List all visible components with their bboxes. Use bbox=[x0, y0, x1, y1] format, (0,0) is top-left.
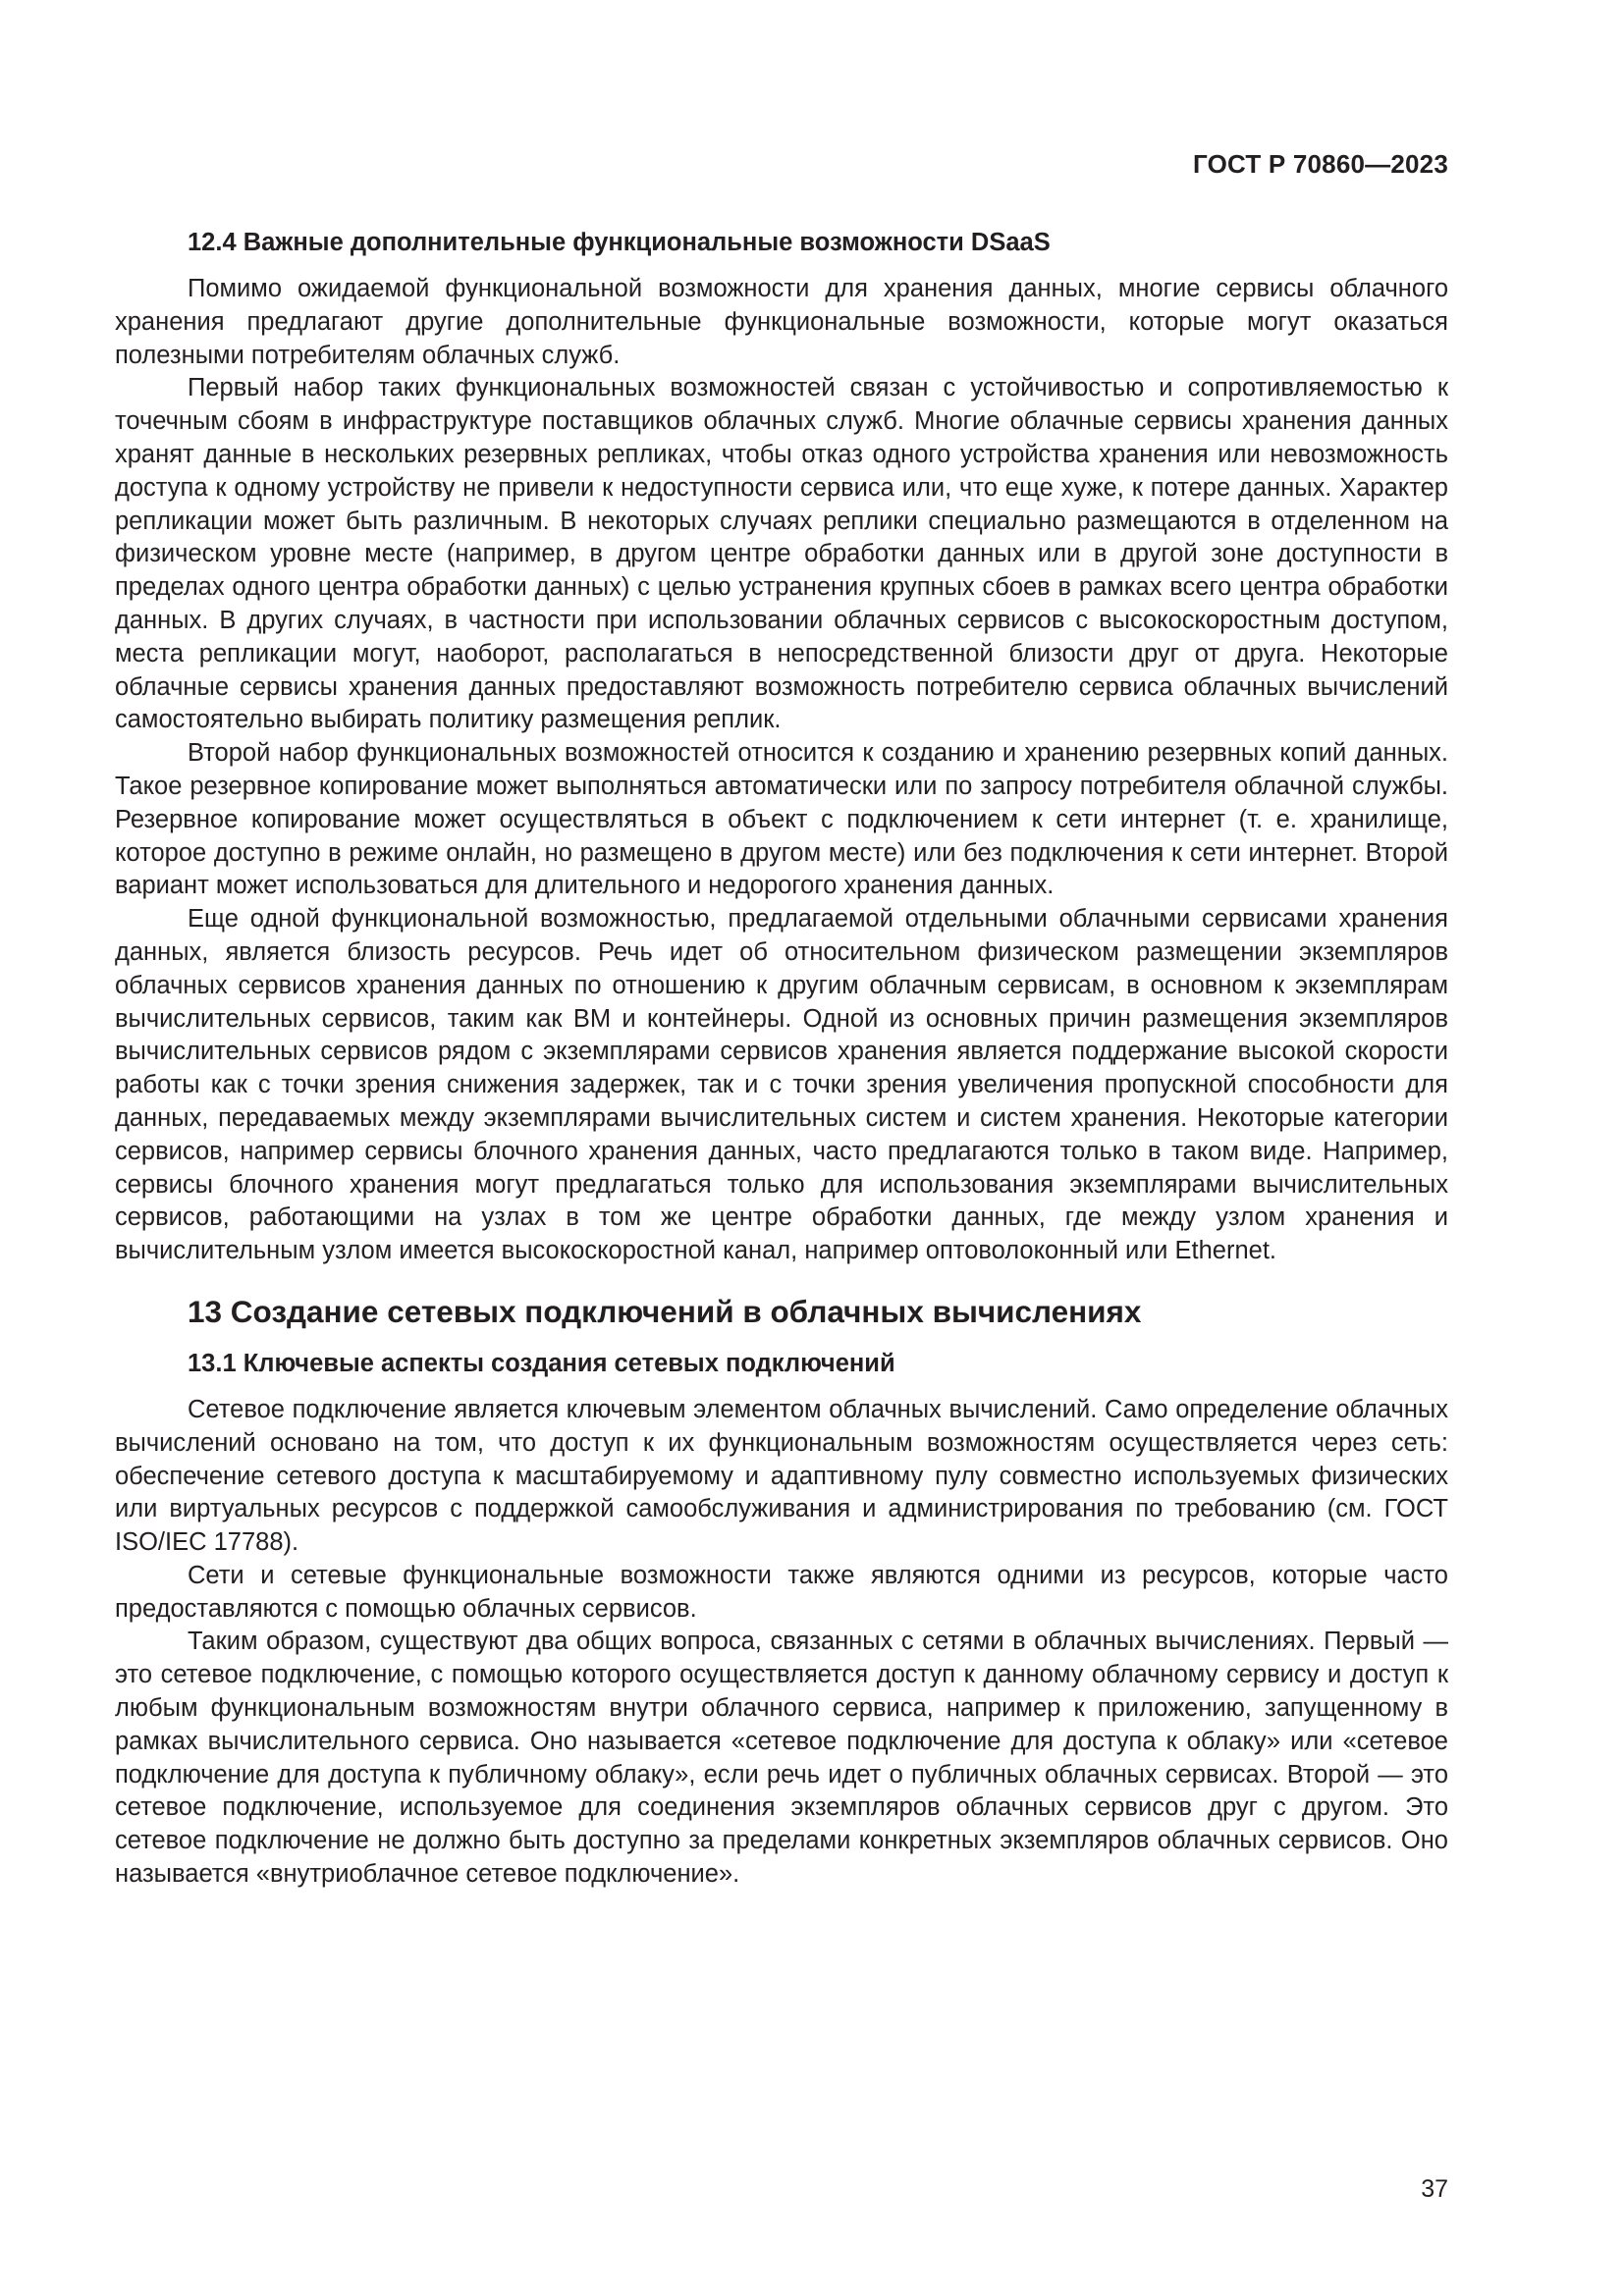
section-13-1-heading: 13.1 Ключевые аспекты создания сетевых подключений bbox=[188, 1349, 895, 1377]
section-13-1-paragraph-2: Сети и сетевые функциональные возможности также являются одними из ресурсов, которые часто предоставляются с помощью облачных сервисов. bbox=[115, 1561, 1448, 1623]
section-12-4-paragraph-2: Первый набор таких функциональных возможностей связан с устойчивостью и сопротивляемостью к точечным сбоям в инфраструктуре поставщиков облачных служб. Многие облачные сервисы хранения данных хранят данные в нескольких резервных репликах, чтобы отказ одного устройства хранения или невозможность доступа к одному устройству не привели к недоступности сервиса или, что еще хуже, к потере данных. Характер репликации может быть различным. В некоторых случаях реплики специально размещаются в отделенном на физическом уровне месте (например, в другом центре обработки данных или в другой зоне доступности в пределах одного центра обработки данных) с целью устранения крупных сбоев в рамках всего центра обработки данных. В других случаях, в частности при использовании облачных сервисов с высокоскоростным доступом, места репликации могут, наоборот, располагаться в непосредственной близости друг от друга. Некоторые облачные сервисы хранения данных предоставляют возможность потребителю сервиса облачных вычислений самостоятельно выбирать политику размещения реплик. bbox=[115, 374, 1448, 734]
standard-code-header: ГОСТ Р 70860—2023 bbox=[1193, 149, 1448, 179]
section-12-4-heading: 12.4 Важные дополнительные функциональные возможности DSaaS bbox=[188, 229, 1051, 256]
section-12-4-paragraph-3: Второй набор функциональных возможностей относится к созданию и хранению резервных копий данных. Такое резервное копирование может выполняться автоматически или по запросу потребителя облачной службы. Резервное копирование может осуществляться в объект с подключением к сети интернет (т. е. хранилище, которое доступно в режиме онлайн, но размещено в другом месте) или без подключения к сети интернет. Второй вариант может использоваться для длительного и недорогого хранения данных. bbox=[115, 739, 1448, 900]
section-12-4-paragraph-4: Еще одной функциональной возможностью, предлагаемой отдельными облачными сервисами хранения данных, является близость ресурсов. Речь идет об относительном физическом размещении экземпляров облачных сервисов хранения данных по отношению к другим облачным сервисам, в основном к экземплярам вычислительных сервисов, таким как ВМ и контейнеры. Одной из основных причин размещения экземпляров вычислительных сервисов рядом с экземплярами сервисов хранения является поддержание высокой скорости работы как с точки зрения снижения задержек, так и с точки зрения увеличения пропускной способности для данных, передаваемых между экземплярами вычислительных систем и систем хранения. Некоторые категории сервисов, например сервисы блочного хранения данных, часто предлагаются только в таком виде. Например, сервисы блочного хранения могут предлагаться только для использования экземплярами вычислительных сервисов, работающими на узлах в том же центре обработки данных, где между узлом хранения и вычислительным узлом имеется высокоскоростной канал, например оптоволоконный или Ethernet. bbox=[115, 905, 1448, 1265]
page-number: 37 bbox=[1421, 2175, 1448, 2203]
section-13-1-paragraph-1: Сетевое подключение является ключевым элементом облачных вычислений. Само определение облачных вычислений основано на том, что доступ к их функциональным возможностям осуществляется через сеть: обеспечение сетевого доступа к масштабируемому и адаптивному пулу совместно используемых физических или виртуальных ресурсов с поддержкой самообслуживания и администрирования по требованию (см. ГОСТ ISO/IEC 17788). bbox=[115, 1395, 1448, 1557]
document-body bbox=[115, 226, 1448, 1892]
section-12-4-paragraph-1: Помимо ожидаемой функциональной возможности для хранения данных, многие сервисы облачного хранения предлагают другие дополнительные функциональные возможности, которые могут оказаться полезными потребителям облачных служб. bbox=[115, 275, 1448, 369]
section-13-heading: 13 Создание сетевых подключений в облачных вычислениях bbox=[188, 1293, 1142, 1329]
section-13-1-paragraph-3: Таким образом, существуют два общих вопроса, связанных с сетями в облачных вычислениях. Первый — это сетевое подключение, с помощью которого осуществляется доступ к данному облачному сервису и доступ к любым функциональным возможностям внутри облачного сервиса, например к приложению, запущенному в рамках вычислительного сервиса. Оно называется «сетевое подключение для доступа к облаку» или «сетевое подключение для доступа к публичному облаку», если речь идет о публичных облачных сервисах. Второй — это сетевое подключение, используемое для соединения экземпляров облачных сервисов друг с другом. Это сетевое подключение не должно быть доступно за пределами конкретных экземпляров облачных сервисов. Оно называется «внутриоблачное сетевое подключение». bbox=[115, 1628, 1448, 1889]
